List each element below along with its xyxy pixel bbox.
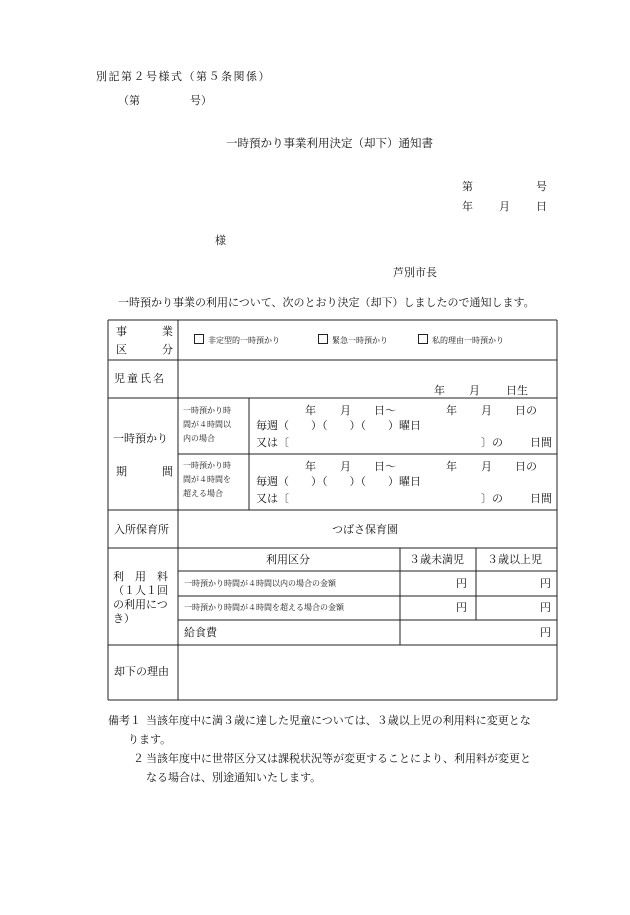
period-label-2: 期 bbox=[116, 465, 127, 478]
child-name-label: 児童氏名 bbox=[114, 372, 166, 385]
over4-label-3: 超える場合 bbox=[183, 489, 223, 498]
fee-label-1: 利 用 料 bbox=[113, 570, 168, 583]
over4-or: 又は〔 bbox=[256, 492, 289, 505]
under4-from-day: 日〜 bbox=[374, 404, 396, 417]
business-label-3: 区 bbox=[116, 343, 127, 356]
form-reference: 別記第２号様式（第５条関係） bbox=[96, 70, 271, 83]
option-irregular[interactable] bbox=[194, 334, 280, 347]
under4-to-day: 日の bbox=[515, 404, 537, 417]
under4-from-year: 年 bbox=[305, 404, 316, 417]
under4-days: 日間 bbox=[530, 436, 552, 449]
period-label-3: 間 bbox=[162, 465, 173, 478]
note-2-line-1: 当該年度中に世帯区分又は課税状況等が変更することにより、利用料が変更と bbox=[146, 752, 531, 765]
birth-day: 日生 bbox=[506, 384, 528, 397]
fee-header-over3: ３歳以上児 bbox=[487, 553, 542, 566]
over4-label-2: 間が４時間を bbox=[183, 475, 231, 484]
form-number-suffix: 号） bbox=[190, 94, 212, 107]
over4-days: 日間 bbox=[530, 492, 552, 505]
checkbox-icon[interactable] bbox=[418, 334, 428, 344]
issuer: 芦別市長 bbox=[393, 266, 437, 279]
document-title: 一時預かり事業利用決定（却下）通知書 bbox=[226, 136, 433, 150]
form-number-prefix: （第 bbox=[118, 94, 140, 107]
notes-label: 備考１ bbox=[108, 714, 141, 727]
doc-number-prefix: 第 bbox=[462, 180, 473, 193]
fee-label-3: の利用につ bbox=[113, 598, 168, 611]
business-label-1: 事 bbox=[116, 325, 127, 338]
fee-under4-under3-yen: 円 bbox=[456, 577, 467, 590]
under4-to-year: 年 bbox=[446, 404, 457, 417]
doc-number-suffix: 号 bbox=[536, 180, 547, 193]
birth-year: 年 bbox=[434, 384, 445, 397]
under4-or: 又は〔 bbox=[256, 436, 289, 449]
note-2-number: ２ bbox=[133, 752, 144, 765]
option-private[interactable] bbox=[418, 334, 504, 347]
intro-text: 一時預かり事業の利用について、次のとおり決定（却下）しましたので通知します。 bbox=[118, 296, 535, 309]
over4-to-month: 月 bbox=[481, 460, 492, 473]
under4-to-month: 月 bbox=[481, 404, 492, 417]
checkbox-icon[interactable] bbox=[194, 334, 204, 344]
date-month: 月 bbox=[499, 200, 510, 213]
checkbox-icon[interactable] bbox=[318, 334, 328, 344]
business-label-4: 分 bbox=[162, 343, 173, 356]
fee-over4-over3-yen: 円 bbox=[540, 601, 551, 614]
over4-to-day: 日の bbox=[515, 460, 537, 473]
over4-label-1: 一時預かり時 bbox=[183, 461, 231, 470]
note-1-line-1: 当該年度中に満３歳に達した児童については、３歳以上児の利用料に変更とな bbox=[146, 714, 531, 727]
facility-value: つばさ保育園 bbox=[332, 523, 398, 536]
note-2-line-2: なる場合は、別途通知いたします。 bbox=[146, 771, 322, 784]
note-1-line-2: ります。 bbox=[128, 733, 172, 746]
under4-label-1: 一時預かり時 bbox=[183, 406, 231, 415]
date-day: 日 bbox=[536, 200, 547, 213]
under4-weekly: 毎週（ ）（ ）（ ）曜日 bbox=[256, 419, 421, 432]
fee-over4-under3-yen: 円 bbox=[456, 601, 467, 614]
under4-label-2: 間が４時間以 bbox=[183, 420, 231, 429]
fee-label-2: （１人１回 bbox=[113, 584, 168, 597]
meal-fee-label: 給食費 bbox=[184, 626, 217, 639]
rejection-label: 却下の理由 bbox=[114, 665, 169, 678]
over4-from-year: 年 bbox=[305, 460, 316, 473]
option-emergency[interactable] bbox=[318, 334, 388, 347]
under4-from-month: 月 bbox=[340, 404, 351, 417]
option-private-label: 私的理由一時預かり bbox=[432, 336, 504, 345]
over4-from-day: 日〜 bbox=[374, 460, 396, 473]
over4-from-month: 月 bbox=[340, 460, 351, 473]
over4-weekly: 毎週（ ）（ ）（ ）曜日 bbox=[256, 475, 421, 488]
period-label-1: 一時預かり bbox=[113, 432, 168, 445]
business-label-2: 業 bbox=[162, 325, 173, 338]
fee-header-under3: ３歳未満児 bbox=[409, 553, 464, 566]
fee-under4-over3-yen: 円 bbox=[540, 577, 551, 590]
birth-month: 月 bbox=[469, 384, 480, 397]
under4-bracket-close: 〕の bbox=[481, 436, 503, 449]
fee-row-over4: 一時預かり時間が４時間を超える場合の金額 bbox=[184, 603, 344, 612]
date-year: 年 bbox=[462, 200, 473, 213]
meal-fee-yen: 円 bbox=[540, 626, 551, 639]
fee-header-category: 利用区分 bbox=[266, 553, 310, 566]
option-emergency-label: 緊急一時預かり bbox=[332, 336, 388, 345]
facility-label: 入所保育所 bbox=[114, 523, 169, 536]
over4-to-year: 年 bbox=[446, 460, 457, 473]
over4-bracket-close: 〕の bbox=[481, 492, 503, 505]
addressee-suffix: 様 bbox=[215, 234, 226, 247]
under4-label-3: 内の場合 bbox=[183, 434, 215, 443]
fee-label-4: き） bbox=[113, 612, 135, 625]
fee-row-under4: 一時預かり時間が４時間以内の場合の金額 bbox=[184, 579, 336, 588]
option-irregular-label: 非定型的一時預かり bbox=[208, 336, 280, 345]
